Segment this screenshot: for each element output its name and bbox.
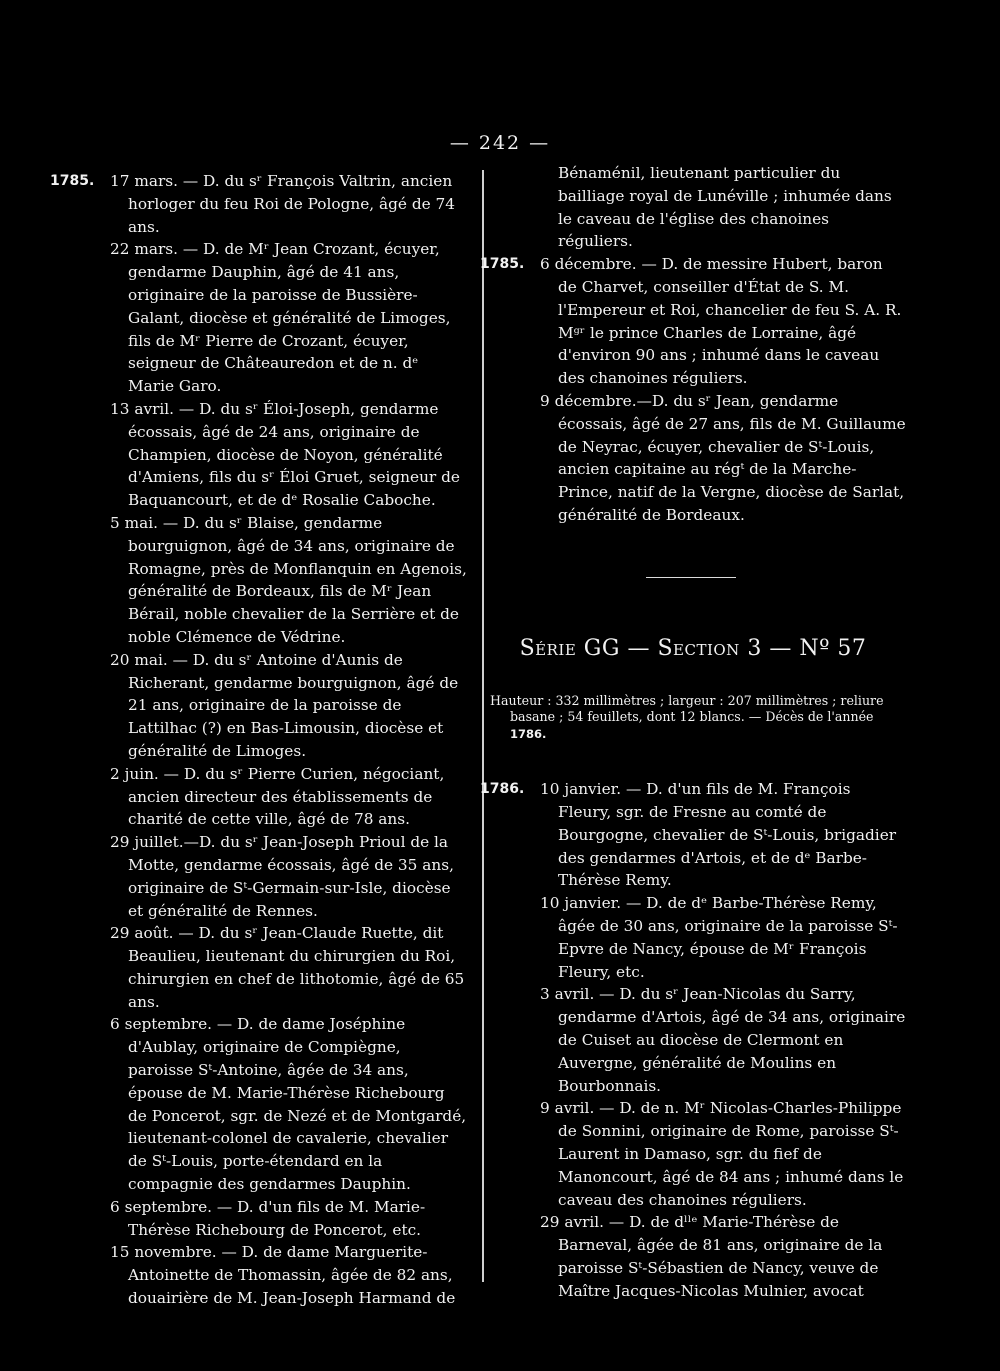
register-entry-continued bbox=[480, 162, 906, 253]
register-entry bbox=[50, 763, 468, 831]
entry-year: 1785. bbox=[50, 173, 95, 189]
register-description bbox=[490, 693, 898, 743]
right-column bbox=[480, 162, 906, 1303]
entry-text: 2 juin. — D. du sʳ Pierre Curien, négociant, ancien directeur des établissements de charité de cette ville, âgé de 78 ans. bbox=[110, 764, 445, 829]
register-entry bbox=[50, 649, 468, 763]
register-entry bbox=[480, 1097, 906, 1211]
entry-text: 13 avril. — D. du sʳ Éloi-Joseph, gendarme écossais, âgé de 24 ans, originaire de Champien, diocèse de Noyon, généralité d'Amiens, fils du sʳ Éloi Gruet, seigneur de Baquancourt, et de dᵉ Rosalie Caboche. bbox=[110, 399, 460, 510]
entry-text: 15 novembre. — D. de dame Marguerite-Antoinette de Thomassin, âgée de 82 ans, douairière de M. Jean-Joseph Harmand de bbox=[110, 1243, 456, 1308]
section-separator bbox=[646, 577, 736, 578]
series-code: GG bbox=[583, 635, 620, 661]
entry-text: 9 décembre.—D. du sʳ Jean, gendarme écossais, âgé de 27 ans, fils de M. Guillaume de Neyrac, écuyer, chevalier de Sᵗ-Louis, ancien capitaine au régᵗ de la Marche-Prince, natif de la Vergne, diocèse de Sarlat, généralité de Bordeaux. bbox=[540, 391, 906, 524]
description-text: Hauteur : 332 millimètres ; largeur : 207 millimètres ; reliure basane ; 54 feuillets, dont 12 blancs. — Décès de l'année bbox=[490, 692, 884, 725]
entry-text: 6 septembre. — D. de dame Joséphine d'Aublay, originaire de Compiègne, paroisse Sᵗ-Antoine, âgée de 34 ans, épouse de M. Marie-Thérèse Richebourg de Poncerot, sgr. de Nezé et de Montgardé, lieutenant-colonel de cavalerie, chevalier de Sᵗ-Louis, porte-étendard en la compagnie des gendarmes Dauphin. bbox=[110, 1015, 467, 1194]
series-number: Nº 57 bbox=[799, 635, 867, 661]
register-entry bbox=[480, 892, 906, 983]
dash: — bbox=[627, 635, 650, 661]
register-entry bbox=[50, 512, 468, 649]
entry-year: 1785. bbox=[480, 256, 525, 273]
register-entry bbox=[50, 922, 468, 1013]
description-year: 1786. bbox=[510, 726, 547, 741]
entry-text: Bénaménil, lieutenant particulier du bailliage royal de Lunéville ; inhumée dans le caveau de l'église des chanoines réguliers. bbox=[558, 164, 892, 251]
entry-text: 10 janvier. — D. d'un fils de M. François Fleury, sgr. de Fresne au comté de Bourgogne, chevalier de Sᵗ-Louis, brigadier des gendarmes d'Artois, et de dᵉ Barbe-Thérèse Remy. bbox=[540, 780, 897, 890]
entry-text: 6 septembre. — D. d'un fils de M. Marie-Thérèse Richebourg de Poncerot, etc. bbox=[110, 1197, 426, 1239]
entry-text: 29 juillet.—D. du sʳ Jean-Joseph Prioul de la Motte, gendarme écossais, âgé de 35 ans, originaire de Sᵗ-Germain-sur-Isle, diocèse et généralité de Rennes. bbox=[110, 833, 454, 920]
entry-text: 9 avril. — D. de n. Mʳ Nicolas-Charles-Philippe de Sonnini, originaire de Rome, paroisse Sᵗ-Laurent in Damaso, sgr. du fief de Manoncourt, âgé de 84 ans ; inhumé dans le caveau des chanoines réguliers. bbox=[540, 1099, 904, 1209]
dash: — bbox=[769, 635, 792, 661]
register-entry bbox=[50, 1241, 468, 1309]
register-entry bbox=[50, 170, 468, 238]
register-entry bbox=[50, 238, 468, 398]
register-entry bbox=[50, 1196, 468, 1242]
entry-year: 1786. bbox=[480, 781, 525, 798]
register-entry bbox=[480, 253, 906, 390]
entry-text: 20 mai. — D. du sʳ Antoine d'Aunis de Richerant, gendarme bourguignon, âgé de 21 ans, originaire de la paroisse de Lattilhac (?) en Bas-Limousin, diocèse et généralité de Limoges. bbox=[110, 650, 459, 760]
register-entry bbox=[480, 778, 906, 892]
section-label: Section bbox=[657, 635, 740, 661]
register-entry bbox=[50, 398, 468, 512]
entry-text: 3 avril. — D. du sʳ Jean-Nicolas du Sarry, gendarme d'Artois, âgé de 34 ans, originaire de Cuiset au diocèse de Clermont en Auvergne, généralité de Moulins en Bourbonnais. bbox=[540, 985, 906, 1095]
page-number: — 242 — bbox=[449, 132, 551, 154]
entry-text: 29 août. — D. du sʳ Jean-Claude Ruette, dit Beaulieu, lieutenant du chirurgien du Roi, chirurgien en chef de lithotomie, âgé de 65 ans. bbox=[110, 924, 465, 1011]
section-number: 3 bbox=[747, 635, 762, 661]
register-entry bbox=[480, 1211, 906, 1302]
entry-text: 29 avril. — D. de dˡˡᵉ Marie-Thérèse de Barneval, âgée de 81 ans, originaire de la paroisse Sᵗ-Sébastien de Nancy, veuve de Maître Jacques-Nicolas Mulnier, avocat bbox=[540, 1213, 883, 1300]
series-label: Série bbox=[519, 635, 577, 661]
entry-text: 10 janvier. — D. de dᵉ Barbe-Thérèse Remy, âgée de 30 ans, originaire de la paroisse Sᵗ-Epvre de Nancy, épouse de Mʳ François Fleury, etc. bbox=[540, 894, 898, 981]
series-heading bbox=[480, 636, 906, 661]
register-entry bbox=[50, 1013, 468, 1195]
entry-text: 22 mars. — D. de Mʳ Jean Crozant, écuyer, gendarme Dauphin, âgé de 41 ans, originaire de la paroisse de Bussière-Galant, diocèse et généralité de Limoges, fils de Mʳ Pierre de Crozant, écuyer, seigneur de Châteauredon et de n. dᵉ Marie Garo. bbox=[110, 240, 451, 396]
entry-text: 17 mars. — D. du sʳ François Valtrin, ancien horloger du feu Roi de Pologne, âgé de 74 ans. bbox=[110, 172, 456, 236]
entry-text: 5 mai. — D. du sʳ Blaise, gendarme bourguignon, âgé de 34 ans, originaire de Romagne, près de Monflanquin en Agenois, généralité de Bordeaux, fils de Mʳ Jean Bérail, noble chevalier de la Serrière et de noble Clémence de Védrine. bbox=[110, 513, 467, 646]
left-column bbox=[50, 170, 468, 1310]
register-entry bbox=[480, 390, 906, 527]
register-entry bbox=[480, 983, 906, 1097]
entry-text: 6 décembre. — D. de messire Hubert, baron de Charvet, conseiller d'État de S. M. l'Empereur et Roi, chancelier de feu S. A. R. Mᵍʳ le prince Charles de Lorraine, âgé d'environ 90 ans ; inhumé dans le caveau des chanoines réguliers. bbox=[540, 255, 902, 388]
register-entry bbox=[50, 831, 468, 922]
